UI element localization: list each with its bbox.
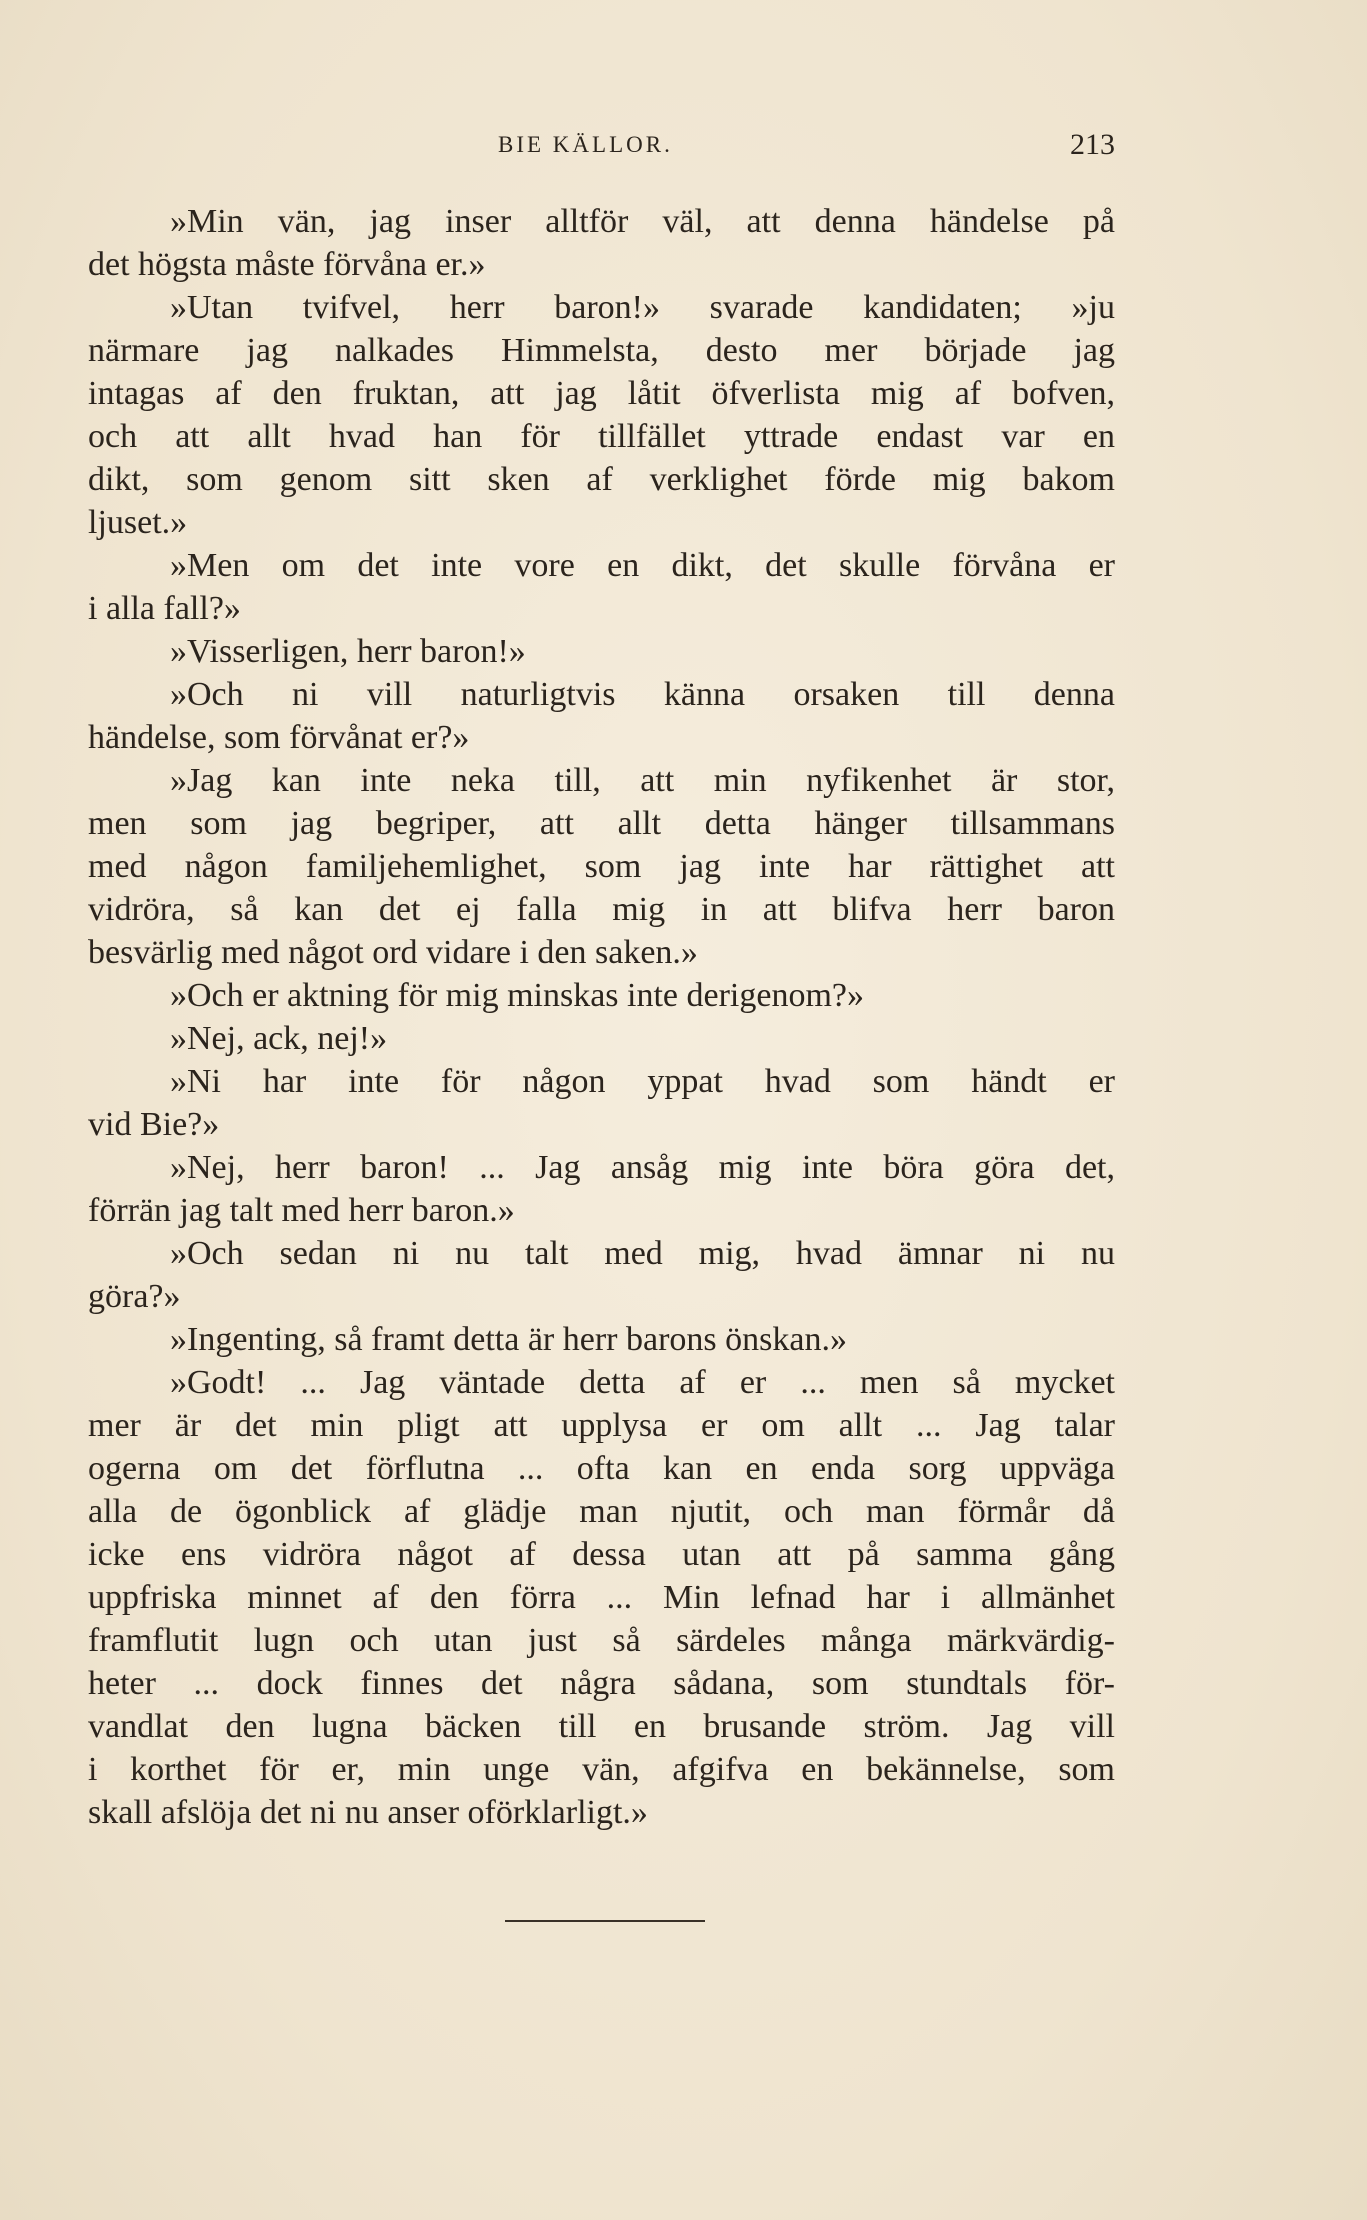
running-head [88,128,1115,172]
text-line: med någon familjehemlighet, som jag inte har rättighet att [88,848,1115,885]
text-line: »Jag kan inte neka till, att min nyfikenhet är stor, [170,762,1115,799]
text-line: ogerna om det förflutna ... ofta kan en enda sorg uppväga [88,1450,1115,1487]
text-line: intagas af den fruktan, att jag låtit öfverlista mig af bofven, [88,375,1115,412]
text-line: det högsta måste förvåna er.» [88,246,486,283]
text-line: vandlat den lugna bäcken till en brusande ström. Jag vill [88,1708,1115,1745]
text-line: närmare jag nalkades Himmelsta, desto mer började jag [88,332,1115,369]
text-line: uppfriska minnet af den förra ... Min lefnad har i allmänhet [88,1579,1115,1616]
text-line: »Ni har inte för någon yppat hvad som händt er [170,1063,1115,1100]
text-line: göra?» [88,1278,181,1315]
text-line: i alla fall?» [88,590,241,627]
text-line: skall afslöja det ni nu anser oförklarligt.» [88,1794,648,1831]
text-line: vid Bie?» [88,1106,220,1143]
text-line: alla de ögonblick af glädje man njutit, och man förmår då [88,1493,1115,1530]
text-line: »Min vän, jag inser alltför väl, att denna händelse på [170,203,1115,240]
page-number: 213 [1070,128,1115,161]
text-line: »Nej, herr baron! ... Jag ansåg mig inte böra göra det, [170,1149,1115,1186]
text-line: »Men om det inte vore en dikt, det skulle förvåna er [170,547,1115,584]
text-line: »Och sedan ni nu talt med mig, hvad ämnar ni nu [170,1235,1115,1272]
text-line: »Utan tvifvel, herr baron!» svarade kandidaten; »ju [170,289,1115,326]
text-line: vidröra, så kan det ej falla mig in att blifva herr baron [88,891,1115,928]
text-line: förrän jag talt med herr baron.» [88,1192,515,1229]
text-line: händelse, som förvånat er?» [88,719,470,756]
text-line: heter ... dock finnes det några sådana, som stundtals för- [88,1665,1115,1702]
text-line: men som jag begriper, att allt detta hänger tillsammans [88,805,1115,842]
text-line: ljuset.» [88,504,188,541]
text-line: mer är det min pligt att upplysa er om allt ... Jag talar [88,1407,1115,1444]
text-line: besvärlig med något ord vidare i den saken.» [88,934,698,971]
text-line: »Och ni vill naturligtvis känna orsaken till denna [170,676,1115,713]
running-head-title: BIE KÄLLOR. [498,132,673,157]
text-line: »Nej, ack, nej!» [170,1020,388,1057]
section-divider-rule [505,1920,705,1922]
text-line: »Visserligen, herr baron!» [170,633,526,670]
text-line: framflutit lugn och utan just så särdeles många märkvärdig- [88,1622,1115,1659]
body-text [88,200,1115,1834]
text-line: »Ingenting, så framt detta är herr barons önskan.» [170,1321,847,1358]
text-line: dikt, som genom sitt sken af verklighet förde mig bakom [88,461,1115,498]
text-line: »Och er aktning för mig minskas inte derigenom?» [170,977,864,1014]
text-line: icke ens vidröra något af dessa utan att på samma gång [88,1536,1115,1573]
text-line: i korthet för er, min unge vän, afgifva en bekännelse, som [88,1751,1115,1788]
text-line: »Godt! ... Jag väntade detta af er ... men så mycket [170,1364,1115,1401]
text-line: och att allt hvad han för tillfället yttrade endast var en [88,418,1115,455]
